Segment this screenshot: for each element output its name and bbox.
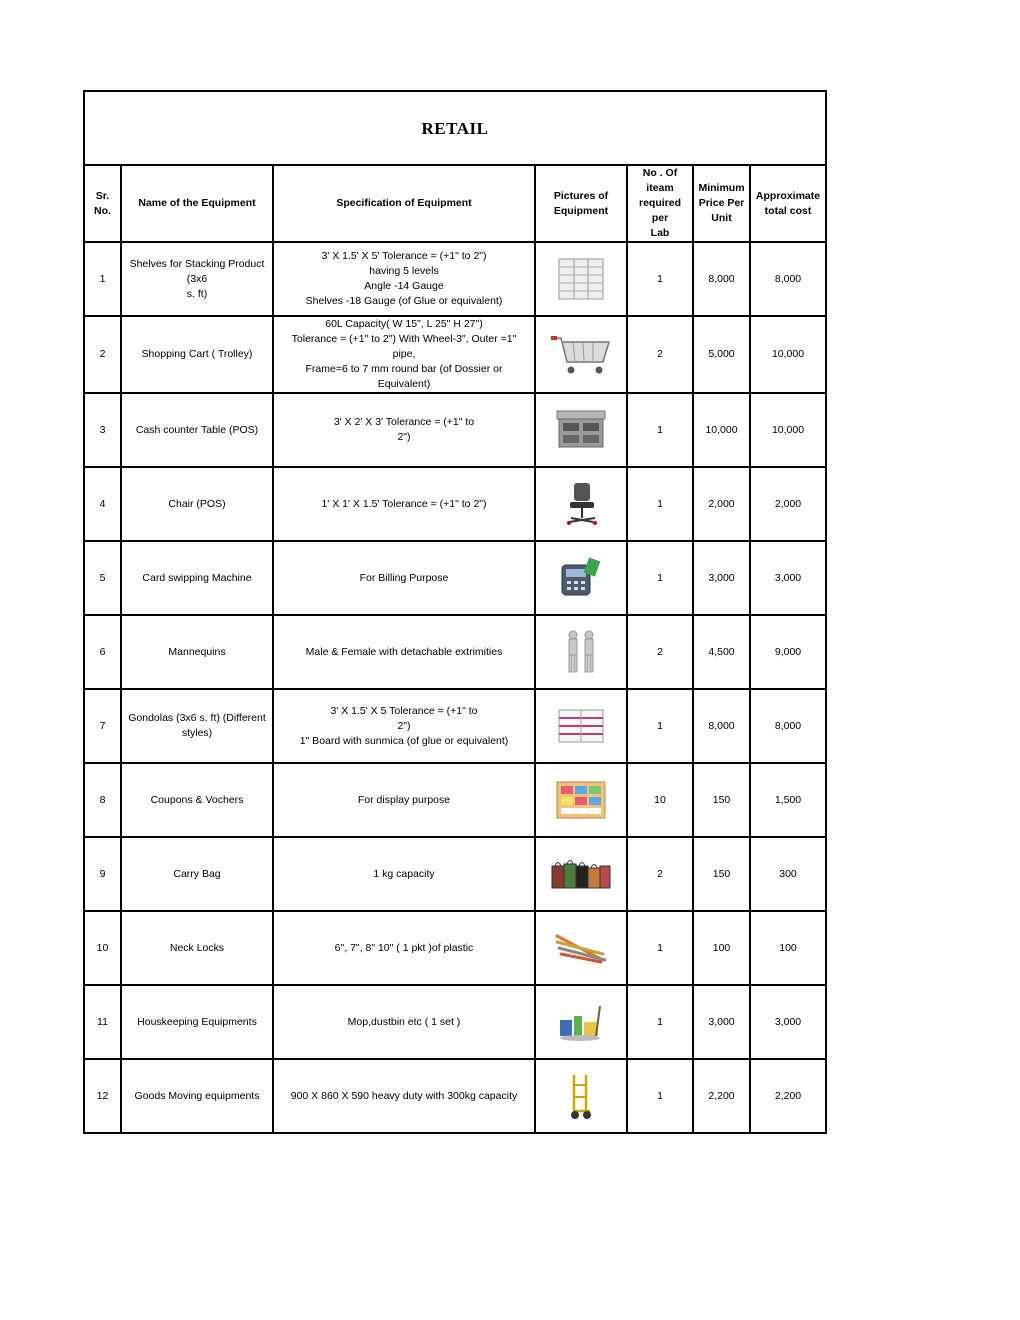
cash-counter-image <box>553 407 609 453</box>
hand-truck-image <box>564 1071 598 1121</box>
header-sr-no: Sr. No. <box>84 165 121 242</box>
mannequins-image <box>559 629 603 675</box>
card-machine-image <box>556 555 606 601</box>
min-price-cell: 10,000 <box>693 393 750 467</box>
picture-cell <box>535 393 627 467</box>
sr-no-cell: 10 <box>84 911 121 985</box>
table-row <box>84 689 826 763</box>
min-price-cell: 3,000 <box>693 541 750 615</box>
picture-cell <box>535 985 627 1059</box>
equipment-name-cell: Shelves for Stacking Product (3x6 s. ft) <box>121 242 273 316</box>
table-row <box>84 1059 826 1133</box>
total-cost-cell: 3,000 <box>750 541 826 615</box>
picture-cell <box>535 541 627 615</box>
min-price-cell: 5,000 <box>693 316 750 393</box>
sr-no-cell: 3 <box>84 393 121 467</box>
sr-no-cell: 8 <box>84 763 121 837</box>
specification-cell: 1 kg capacity <box>273 837 535 911</box>
min-price-cell: 4,500 <box>693 615 750 689</box>
header-specification: Specification of Equipment <box>273 165 535 242</box>
equipment-name-cell: Gondolas (3x6 s. ft) (Different styles) <box>121 689 273 763</box>
table-row <box>84 467 826 541</box>
header-equipment-name: Name of the Equipment <box>121 165 273 242</box>
total-cost-cell: 2,200 <box>750 1059 826 1133</box>
min-price-cell: 150 <box>693 837 750 911</box>
specification-cell: 900 X 860 X 590 heavy duty with 300kg capacity <box>273 1059 535 1133</box>
quantity-cell: 1 <box>627 911 693 985</box>
picture-cell <box>535 689 627 763</box>
coupons-image <box>555 780 607 820</box>
picture-cell <box>535 911 627 985</box>
equipment-name-cell: Mannequins <box>121 615 273 689</box>
sr-no-cell: 1 <box>84 242 121 316</box>
picture-cell <box>535 242 627 316</box>
header-row <box>84 165 826 242</box>
specification-cell: 3' X 1.5' X 5 Tolerance = (+1" to 2") 1" Board with sunmica (of glue or equivalent) <box>273 689 535 763</box>
total-cost-cell: 3,000 <box>750 985 826 1059</box>
equipment-name-cell: Card swipping Machine <box>121 541 273 615</box>
specification-cell: 60L Capacity( W 15", L 25" H 27") Tolerance = (+1" to 2") With Wheel-3", Outer =1" pipe, Frame=6 to 7 mm round bar (of Dossier or Equivalent) <box>273 316 535 393</box>
sr-no-cell: 9 <box>84 837 121 911</box>
total-cost-cell: 100 <box>750 911 826 985</box>
table-row <box>84 615 826 689</box>
min-price-cell: 8,000 <box>693 242 750 316</box>
min-price-cell: 8,000 <box>693 689 750 763</box>
total-cost-cell: 2,000 <box>750 467 826 541</box>
total-cost-cell: 10,000 <box>750 316 826 393</box>
picture-cell <box>535 1059 627 1133</box>
neck-locks-image <box>553 928 609 968</box>
table-row <box>84 911 826 985</box>
specification-cell: Male & Female with detachable extrimities <box>273 615 535 689</box>
table-row <box>84 985 826 1059</box>
picture-cell <box>535 615 627 689</box>
quantity-cell: 1 <box>627 541 693 615</box>
quantity-cell: 10 <box>627 763 693 837</box>
equipment-name-cell: Shopping Cart ( Trolley) <box>121 316 273 393</box>
housekeeping-image <box>556 1002 606 1042</box>
equipment-name-cell: Chair (POS) <box>121 467 273 541</box>
quantity-cell: 1 <box>627 467 693 541</box>
quantity-cell: 1 <box>627 985 693 1059</box>
sr-no-cell: 6 <box>84 615 121 689</box>
equipment-name-cell: Houskeeping Equipments <box>121 985 273 1059</box>
sr-no-cell: 2 <box>84 316 121 393</box>
table-row <box>84 763 826 837</box>
specification-cell: For display purpose <box>273 763 535 837</box>
total-cost-cell: 10,000 <box>750 393 826 467</box>
retail-equipment-table <box>83 90 827 1134</box>
quantity-cell: 1 <box>627 242 693 316</box>
sr-no-cell: 5 <box>84 541 121 615</box>
table-row <box>84 541 826 615</box>
shopping-cart-image <box>549 332 613 378</box>
equipment-name-cell: Carry Bag <box>121 837 273 911</box>
equipment-name-cell: Coupons & Vochers <box>121 763 273 837</box>
specification-cell: 6", 7", 8" 10" ( 1 pkt )of plastic <box>273 911 535 985</box>
picture-cell <box>535 837 627 911</box>
total-cost-cell: 8,000 <box>750 242 826 316</box>
min-price-cell: 100 <box>693 911 750 985</box>
specification-cell: 3' X 1.5' X 5' Tolerance = (+1" to 2") having 5 levels Angle -14 Gauge Shelves -18 Gauge (of Glue or equivalent) <box>273 242 535 316</box>
quantity-cell: 1 <box>627 1059 693 1133</box>
min-price-cell: 150 <box>693 763 750 837</box>
picture-cell <box>535 316 627 393</box>
min-price-cell: 2,000 <box>693 467 750 541</box>
quantity-cell: 2 <box>627 615 693 689</box>
sr-no-cell: 7 <box>84 689 121 763</box>
chair-image <box>561 480 601 528</box>
equipment-name-cell: Goods Moving equipments <box>121 1059 273 1133</box>
table-row <box>84 393 826 467</box>
sr-no-cell: 4 <box>84 467 121 541</box>
specification-cell: For Billing Purpose <box>273 541 535 615</box>
min-price-cell: 3,000 <box>693 985 750 1059</box>
quantity-cell: 1 <box>627 393 693 467</box>
total-cost-cell: 8,000 <box>750 689 826 763</box>
quantity-cell: 1 <box>627 689 693 763</box>
specification-cell: 3' X 2' X 3' Tolerance = (+1" to 2") <box>273 393 535 467</box>
quantity-cell: 2 <box>627 316 693 393</box>
header-quantity: No . Of iteam required per Lab <box>627 165 693 242</box>
header-pictures: Pictures of Equipment <box>535 165 627 242</box>
table-row <box>84 837 826 911</box>
picture-cell <box>535 467 627 541</box>
sr-no-cell: 11 <box>84 985 121 1059</box>
carry-bags-image <box>550 854 612 894</box>
shelf-image <box>556 256 606 302</box>
table-row <box>84 316 826 393</box>
table-title: RETAIL <box>84 91 826 165</box>
quantity-cell: 2 <box>627 837 693 911</box>
total-cost-cell: 1,500 <box>750 763 826 837</box>
gondola-image <box>555 706 607 746</box>
header-min-price: Minimum Price Per Unit <box>693 165 750 242</box>
total-cost-cell: 9,000 <box>750 615 826 689</box>
sr-no-cell: 12 <box>84 1059 121 1133</box>
equipment-name-cell: Cash counter Table (POS) <box>121 393 273 467</box>
specification-cell: 1' X 1' X 1.5' Tolerance = (+1" to 2") <box>273 467 535 541</box>
total-cost-cell: 300 <box>750 837 826 911</box>
specification-cell: Mop,dustbin etc ( 1 set ) <box>273 985 535 1059</box>
min-price-cell: 2,200 <box>693 1059 750 1133</box>
picture-cell <box>535 763 627 837</box>
equipment-name-cell: Neck Locks <box>121 911 273 985</box>
header-total-cost: Approximate total cost <box>750 165 826 242</box>
table-row <box>84 242 826 316</box>
